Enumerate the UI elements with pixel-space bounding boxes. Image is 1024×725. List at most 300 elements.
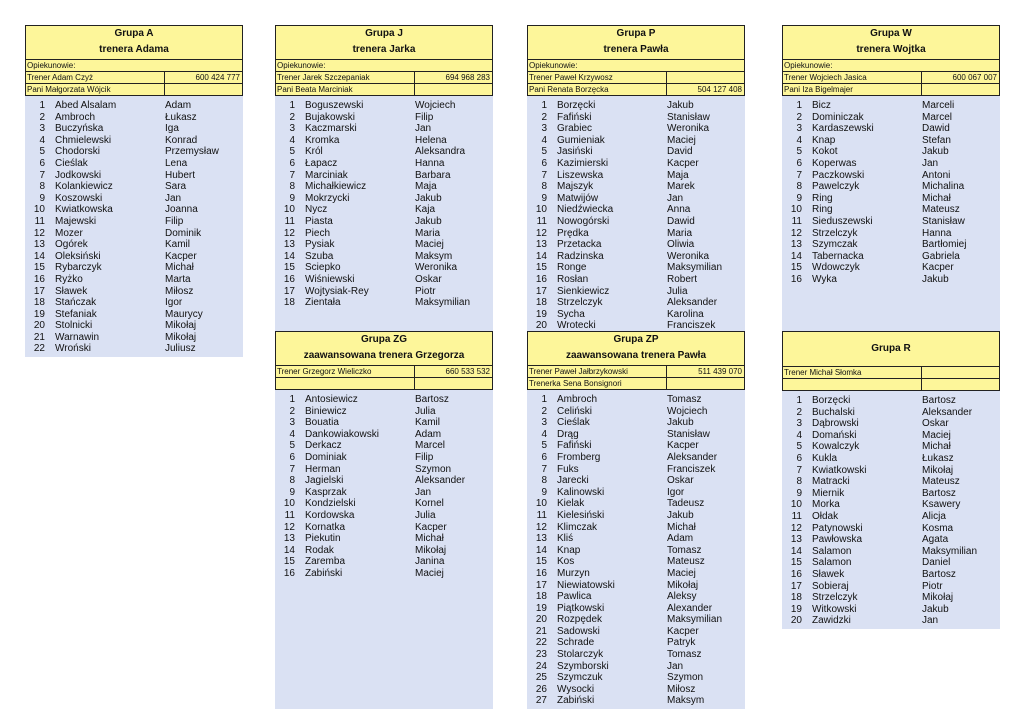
member-first-name: Michał (667, 521, 696, 533)
member-first-name: Alicja (922, 510, 946, 522)
group-title: Grupa A (114, 28, 154, 39)
member-first-name: Antoni (922, 169, 951, 181)
member-number: 7 (541, 169, 547, 181)
member-first-name: Franciszek (667, 463, 716, 475)
member-last-name: Klimczak (557, 521, 598, 533)
member-last-name: Cieślak (557, 417, 590, 429)
member-last-name: Knap (557, 544, 581, 556)
contact-row (276, 72, 492, 84)
member-first-name: Dawid (922, 123, 950, 135)
member-list (275, 390, 493, 709)
member-last-name: Dominiak (305, 451, 347, 463)
list-item (25, 158, 243, 170)
member-number: 10 (790, 499, 802, 511)
member-last-name: Rozpędek (557, 614, 603, 626)
member-last-name: Fafiński (557, 440, 592, 452)
list-item (25, 170, 243, 182)
list-item (782, 546, 1000, 558)
list-item (527, 649, 745, 661)
member-first-name: Adam (667, 533, 694, 545)
member-last-name: Kromka (305, 134, 340, 146)
member-first-name: Jakub (415, 192, 442, 204)
list-item (782, 112, 1000, 124)
member-first-name: Konrad (165, 134, 198, 146)
member-first-name: Anna (667, 204, 691, 216)
list-item (782, 523, 1000, 535)
member-first-name: Maksymilian (415, 297, 471, 309)
list-item (782, 407, 1000, 419)
member-last-name: Piech (305, 227, 331, 239)
member-last-name: Mozer (55, 227, 83, 239)
member-last-name: Drąg (557, 428, 579, 440)
member-last-name: Grabiec (557, 123, 593, 135)
member-first-name: Mikołaj (922, 464, 954, 476)
member-first-name: Maksym (415, 250, 453, 262)
list-item (527, 286, 745, 298)
member-number: 15 (283, 556, 295, 568)
member-number: 16 (790, 273, 802, 285)
group-zg (275, 331, 493, 709)
member-number: 4 (289, 134, 295, 146)
member-number: 23 (535, 649, 547, 661)
member-last-name: Bujakowski (305, 111, 356, 123)
member-last-name: Ring (812, 192, 833, 204)
contact-row (276, 378, 492, 390)
member-last-name: Zabiński (557, 695, 595, 707)
list-item (782, 135, 1000, 147)
member-number: 12 (33, 227, 45, 239)
member-number: 20 (790, 615, 802, 627)
list-item (275, 135, 493, 147)
member-number: 1 (796, 395, 802, 406)
list-item (275, 274, 493, 286)
member-last-name: Cieślak (55, 157, 88, 169)
list-item (782, 615, 1000, 627)
member-last-name: Jodkowski (55, 169, 102, 181)
member-first-name: Jakub (922, 603, 949, 615)
list-item (275, 262, 493, 274)
member-number: 14 (790, 250, 802, 262)
contact-phone: 504 127 408 (697, 85, 742, 94)
group-header (25, 25, 243, 96)
member-first-name: Jan (922, 157, 939, 169)
member-number: 6 (289, 157, 295, 169)
member-number: 8 (541, 181, 547, 193)
member-first-name: Maciej (667, 567, 696, 579)
member-first-name: Franciszek (667, 320, 716, 332)
list-item (782, 557, 1000, 569)
list-item (25, 216, 243, 228)
member-first-name: Jan (165, 192, 182, 204)
member-number: 17 (33, 285, 45, 297)
member-list (782, 391, 1000, 629)
list-item (275, 464, 493, 476)
member-last-name: Schrade (557, 637, 595, 649)
member-first-name: Miłosz (667, 683, 696, 695)
member-number: 13 (790, 534, 802, 546)
contact-row (783, 367, 999, 379)
member-first-name: Weronika (667, 250, 710, 262)
member-number: 5 (541, 440, 547, 452)
member-first-name: Ksawery (922, 499, 961, 511)
member-first-name: Aleksy (667, 591, 697, 603)
member-last-name: Dankowiakowski (305, 428, 379, 440)
member-number: 15 (535, 262, 547, 274)
contact-phone: 600 424 777 (195, 73, 240, 82)
member-last-name: Sławek (55, 285, 88, 297)
member-last-name: Ring (812, 204, 833, 216)
member-first-name: Mikołaj (922, 592, 954, 604)
member-number: 9 (541, 192, 547, 204)
list-item (527, 193, 745, 205)
caretakers-label: Opiekunowie: (528, 60, 744, 72)
member-last-name: Jagielski (305, 475, 344, 487)
member-number: 1 (541, 100, 547, 111)
list-item (782, 465, 1000, 477)
member-first-name: Piotr (922, 580, 943, 592)
member-number: 3 (289, 417, 295, 429)
member-number: 12 (283, 227, 295, 239)
member-first-name: Stanisław (667, 428, 710, 440)
member-first-name: Hubert (165, 169, 196, 181)
member-number: 18 (535, 591, 547, 603)
member-last-name: Borzęcki (557, 100, 596, 111)
member-last-name: Celiński (557, 405, 593, 417)
member-number: 2 (796, 406, 802, 418)
member-number: 5 (39, 146, 45, 158)
member-number: 21 (535, 625, 547, 637)
list-item (25, 193, 243, 205)
member-number: 4 (796, 429, 802, 441)
contact-phone (415, 378, 492, 389)
group-title: Grupa ZG (360, 334, 408, 345)
member-last-name: Niedźwiecka (557, 204, 614, 216)
contact-phone (922, 84, 999, 95)
member-first-name: Mateusz (922, 476, 960, 488)
contact-row (783, 379, 999, 391)
contact-row (26, 84, 242, 96)
member-number: 8 (39, 181, 45, 193)
member-last-name: Pawelczyk (812, 181, 860, 193)
group-header (782, 25, 1000, 96)
member-last-name: Sciepko (305, 262, 341, 274)
list-item (275, 239, 493, 251)
member-last-name: Kokot (812, 146, 838, 158)
member-last-name: Antosiewicz (305, 394, 358, 405)
member-first-name: Marta (165, 273, 191, 285)
list-item (782, 251, 1000, 263)
member-first-name: Maciej (667, 134, 696, 146)
member-number: 10 (33, 204, 45, 216)
member-number: 9 (796, 487, 802, 499)
member-number: 14 (790, 545, 802, 557)
contact-name: Trener Wojciech Jasica (783, 72, 922, 83)
member-number: 15 (790, 262, 802, 274)
contact-name: Pani Małgorzata Wójcik (26, 84, 165, 95)
member-number: 4 (289, 428, 295, 440)
list-item (275, 452, 493, 464)
list-item (527, 498, 745, 510)
contact-name: Trener Paweł Jałbrzykowski (528, 366, 667, 377)
list-item (527, 452, 745, 464)
contact-phone (667, 72, 744, 83)
member-number: 18 (790, 592, 802, 604)
list-item (527, 309, 745, 321)
member-first-name: Marcel (922, 111, 953, 123)
member-first-name: Stanisław (667, 111, 710, 123)
list-item (527, 487, 745, 499)
member-first-name: Oskar (667, 475, 694, 487)
contact-name: Pani Beata Marciniak (276, 84, 415, 95)
member-last-name: Boguszewski (305, 100, 364, 111)
list-item (25, 112, 243, 124)
member-last-name: Szymczak (812, 239, 858, 251)
member-first-name: Maksymilian (667, 262, 723, 274)
group-title: Grupa ZP (613, 334, 659, 345)
member-first-name: Lena (165, 157, 188, 169)
member-list (527, 390, 745, 709)
member-last-name: Herman (305, 463, 341, 475)
member-last-name: Fuks (557, 463, 579, 475)
member-last-name: Wyka (812, 273, 837, 285)
member-last-name: Jasiński (557, 146, 593, 158)
member-first-name: Kamil (165, 239, 191, 251)
member-first-name: Maciej (922, 429, 951, 441)
member-number: 16 (283, 567, 295, 579)
member-last-name: Zaremba (305, 556, 346, 568)
member-last-name: Dominiczak (812, 111, 864, 123)
member-first-name: Aleksander (415, 475, 466, 487)
group-subtitle: zaawansowana trenera Pawła (528, 348, 744, 366)
contact-name: Pani Renata Borzęcka (528, 84, 667, 95)
contact-phone: 694 968 283 (445, 73, 490, 82)
member-number: 2 (796, 111, 802, 123)
member-first-name: Kaja (415, 204, 436, 216)
member-number: 10 (790, 204, 802, 216)
member-last-name: Sycha (557, 308, 585, 320)
member-number: 16 (283, 273, 295, 285)
member-first-name: Stanisław (922, 215, 965, 227)
member-first-name: Maciej (415, 567, 444, 579)
member-first-name: Dominik (165, 227, 202, 239)
contact-row (528, 378, 744, 390)
member-last-name: Patynowski (812, 522, 863, 534)
member-last-name: Majewski (55, 215, 97, 227)
list-item (25, 181, 243, 193)
member-first-name: Piotr (415, 285, 436, 297)
member-first-name: Helena (415, 134, 447, 146)
member-first-name: Maria (667, 227, 693, 239)
member-list (25, 96, 243, 357)
list-item (25, 274, 243, 286)
member-number: 22 (535, 637, 547, 649)
list-item (527, 603, 745, 615)
member-first-name: Daniel (922, 557, 951, 569)
member-number: 7 (796, 169, 802, 181)
list-item (527, 239, 745, 251)
list-item (275, 498, 493, 510)
member-number: 24 (535, 660, 547, 672)
member-last-name: Nowogórski (557, 215, 610, 227)
list-item (782, 499, 1000, 511)
member-first-name: Filip (415, 451, 434, 463)
member-number: 14 (535, 250, 547, 262)
list-item (782, 193, 1000, 205)
member-number: 6 (796, 157, 802, 169)
member-last-name: Przetacka (557, 239, 602, 251)
group-title: Grupa R (783, 332, 999, 367)
list-item (275, 417, 493, 429)
member-number: 3 (541, 417, 547, 429)
member-last-name: Strzelczyk (557, 297, 603, 309)
member-last-name: Sadowski (557, 625, 600, 637)
list-item (527, 614, 745, 626)
member-last-name: Michałkiewicz (305, 181, 367, 193)
list-item (782, 395, 1000, 407)
member-number: 16 (535, 273, 547, 285)
member-last-name: Biniewicz (305, 405, 347, 417)
member-number: 5 (541, 146, 547, 158)
member-first-name: Bartłomiej (922, 239, 967, 251)
member-number: 2 (541, 405, 547, 417)
member-number: 2 (289, 405, 295, 417)
member-number: 19 (33, 308, 45, 320)
group-subtitle: trenera Jarka (276, 42, 492, 60)
member-number: 1 (289, 394, 295, 405)
member-first-name: Jakub (667, 100, 694, 111)
list-item (25, 228, 243, 240)
member-last-name: Zabiński (305, 567, 343, 579)
list-item (275, 100, 493, 112)
group-p (527, 25, 745, 334)
group-j (275, 25, 493, 334)
member-last-name: Rodak (305, 544, 334, 556)
member-number: 6 (39, 157, 45, 169)
member-number: 5 (289, 440, 295, 452)
member-first-name: Tomasz (667, 544, 702, 556)
member-last-name: Sieduszewski (812, 215, 873, 227)
list-item (25, 146, 243, 158)
member-last-name: Niewiatowski (557, 579, 615, 591)
member-first-name: Kacper (667, 157, 699, 169)
member-number: 27 (535, 695, 547, 707)
member-last-name: Stolarczyk (557, 649, 604, 661)
member-first-name: Jan (415, 486, 432, 498)
member-first-name: Patryk (667, 637, 696, 649)
member-number: 11 (536, 509, 547, 521)
member-last-name: Piątkowski (557, 602, 605, 614)
member-number: 5 (796, 146, 802, 158)
member-number: 25 (535, 672, 547, 684)
contact-name: Pani Iza Bigelmajer (783, 84, 922, 95)
member-first-name: Robert (667, 273, 698, 285)
member-first-name: David (667, 146, 693, 158)
member-last-name: Nycz (305, 204, 328, 216)
member-first-name: Agata (922, 534, 949, 546)
member-first-name: Tadeusz (667, 498, 705, 510)
member-first-name: Jakub (922, 146, 949, 158)
member-list (527, 96, 745, 334)
list-item (527, 297, 745, 309)
member-first-name: Weronika (667, 123, 710, 135)
contact-name: Trenerka Sena Bonsignori (528, 378, 667, 389)
list-item (275, 545, 493, 557)
member-last-name: Abed Alsalam (55, 100, 117, 111)
member-last-name: Wysocki (557, 683, 595, 695)
group-r (782, 331, 1000, 629)
member-first-name: Miłosz (165, 285, 194, 297)
member-last-name: Rybarczyk (55, 262, 102, 274)
member-number: 11 (284, 215, 295, 227)
member-first-name: Marek (667, 181, 695, 193)
member-number: 14 (33, 250, 45, 262)
member-first-name: Michał (922, 192, 951, 204)
member-first-name: Maja (667, 169, 689, 181)
caretakers-label: Opiekunowie: (26, 60, 242, 72)
list-item (275, 475, 493, 487)
list-item (25, 251, 243, 263)
list-item (527, 100, 745, 112)
contact-row (528, 72, 744, 84)
list-item (782, 239, 1000, 251)
member-number: 13 (535, 239, 547, 251)
list-item (527, 580, 745, 592)
list-item (275, 440, 493, 452)
member-number: 10 (283, 204, 295, 216)
member-first-name: Jan (667, 192, 684, 204)
list-item (527, 464, 745, 476)
contact-row (276, 366, 492, 378)
member-last-name: Salamon (812, 545, 852, 557)
member-first-name: Jakub (415, 215, 442, 227)
list-item (275, 297, 493, 309)
member-last-name: Ołdak (812, 510, 839, 522)
member-last-name: Dąbrowski (812, 418, 859, 430)
contact-phone (922, 367, 999, 378)
member-last-name: Ogórek (55, 239, 88, 251)
group-header (275, 25, 493, 96)
list-item (275, 556, 493, 568)
list-item (782, 592, 1000, 604)
contact-name: Trener Adam Czyż (26, 72, 165, 83)
member-last-name: Szymborski (557, 660, 609, 672)
member-last-name: Kasprzak (305, 486, 347, 498)
member-last-name: Liszewska (557, 169, 604, 181)
member-first-name: Bartosz (922, 487, 956, 499)
member-last-name: Ronge (557, 262, 587, 274)
list-item (782, 534, 1000, 546)
member-first-name: Kornel (415, 498, 444, 510)
member-number: 13 (283, 239, 295, 251)
member-number: 12 (790, 227, 802, 239)
member-first-name: Aleksander (922, 406, 973, 418)
member-last-name: Szuba (305, 250, 334, 262)
list-item (527, 170, 745, 182)
list-item (527, 661, 745, 673)
member-number: 16 (33, 273, 45, 285)
list-item (25, 135, 243, 147)
member-number: 6 (541, 157, 547, 169)
member-last-name: Majszyk (557, 181, 594, 193)
group-subtitle: trenera Adama (26, 42, 242, 60)
member-number: 17 (790, 580, 802, 592)
member-first-name: Wojciech (667, 405, 708, 417)
member-last-name: Kos (557, 556, 575, 568)
list-item (527, 181, 745, 193)
list-item (275, 251, 493, 263)
member-first-name: Michał (922, 441, 951, 453)
member-number: 22 (33, 343, 45, 355)
